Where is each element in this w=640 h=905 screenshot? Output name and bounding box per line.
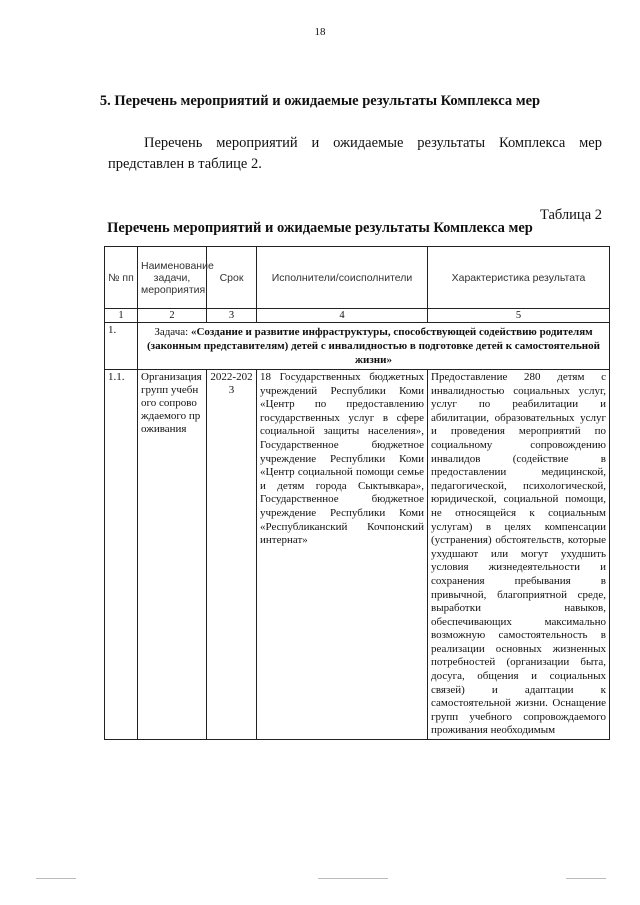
task-description (138, 323, 610, 370)
column-number: 4 (257, 309, 428, 323)
row-result: Предоставление 280 детям с инвалидностью социальных услуг, услуг по реабилитации и абилитации, образовательных услуг и проведения мероприятий по социальному сопровождению инвалидов (содействие в предоставлении медицинской, педагогической, психологической, юридической, социальной помощи, не относящейся к социальным услугам) в целях компенсации (устранения) обстоятельств, которые ухудшают или могут ухудшить условия жизнедеятельности и сохранения пребывания в привычной, благоприятной среде, выработки навыков, обеспечивающих максимально возможную самостоятельность в реализации основных жизненных потребностей (организации быта, досуга, общения и социальных связей) и адаптации к самостоятельной жизни. Оснащение групп учебного сопровождаемого проживания необходимым (428, 370, 610, 740)
header-result: Характеристика результата (428, 247, 610, 309)
header-num: № пп (105, 247, 138, 309)
section-heading: 5. Перечень мероприятий и ожидаемые результаты Комплекса мер (99, 93, 541, 109)
row-term: 2022-2023 (207, 370, 257, 740)
column-number: 1 (105, 309, 138, 323)
row-number: 1.1. (105, 370, 138, 740)
column-number: 3 (207, 309, 257, 323)
table-label: Таблица 2 (539, 207, 602, 223)
task-text: «Создание и развитие инфраструктуры, способствующей содействию родителям (законным представителям) детей с инвалидностью в подготовке детей к самостоятельной жизни» (147, 326, 600, 366)
table-title: Перечень мероприятий и ожидаемые результаты Комплекса мер (107, 220, 533, 236)
header-task-name: Наименование задачи, мероприятия (138, 247, 207, 309)
task-prefix: Задача: (154, 326, 191, 338)
page-number: 18 (314, 26, 326, 38)
scan-artifacts (0, 878, 640, 884)
header-term: Срок (207, 247, 257, 309)
measures-table (104, 246, 610, 740)
row-activity-name: Организация групп учебного сопровождаемого проживания (138, 370, 207, 740)
header-executors: Исполнители/соисполнители (257, 247, 428, 309)
column-number: 2 (138, 309, 207, 323)
task-number: 1. (105, 323, 138, 370)
table-header-row (105, 247, 610, 309)
table-row (105, 370, 610, 740)
task-row (105, 323, 610, 370)
column-numbers-row (105, 309, 610, 323)
intro-paragraph: Перечень мероприятий и ожидаемые результаты Комплекса мер представлен в таблице 2. (108, 135, 602, 172)
row-executors: 18 Государственных бюджетных учреждений Республики Коми «Центр по предоставлению государственных услуг в сфере социальной защиты населения», Государственное бюджетное учреждение Республики Коми «Центр социальной помощи семье и детям города Сыктывкара», Государственное бюджетное учреждение Республики Коми «Республиканский Кочпонский интернат» (257, 370, 428, 740)
column-number: 5 (428, 309, 610, 323)
